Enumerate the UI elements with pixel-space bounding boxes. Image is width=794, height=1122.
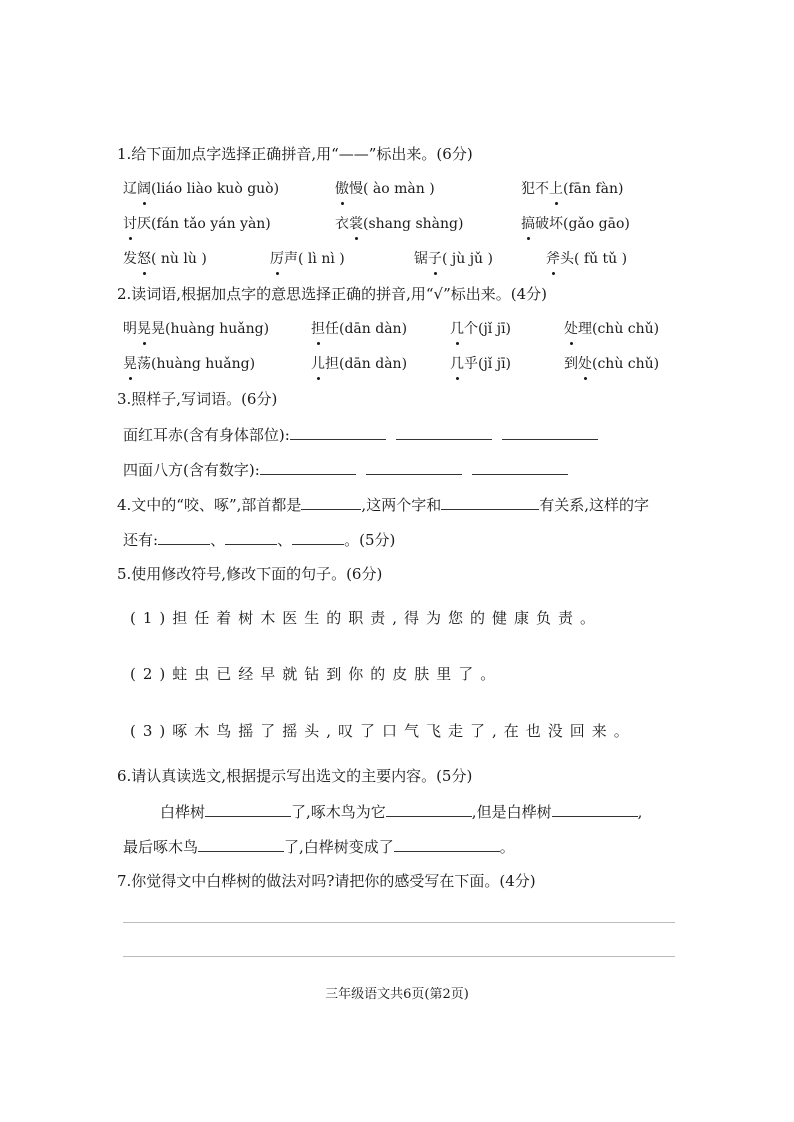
q2-title: 2.读词语,根据加点字的意思选择正确的拼音,用“√”标出来。(4分) (117, 285, 547, 303)
q3-line-2: 四面八方(含有数字): (123, 459, 568, 480)
answer-blank[interactable] (394, 836, 500, 852)
q4-line-1: 4.文中的“咬、啄”,部首都是 ,这两个字和 有关系,这样的字 (117, 496, 649, 514)
page-footer: 三年级语文共6页(第2页) (325, 987, 469, 1002)
q5-title: 5.使用修改符号,修改下面的句子。(6分) (117, 565, 383, 583)
q3-line-1: 面红耳赤(含有身体部位): (123, 424, 598, 445)
answer-line[interactable] (123, 956, 675, 957)
answer-blank[interactable] (472, 459, 568, 475)
answer-blank[interactable] (396, 424, 492, 440)
q5-sentence-3: (3)啄木鸟摇了摇头,叹了口气飞走了,在也没回来。 (130, 722, 636, 740)
q5-sentence-2: (2)蛀虫已经早就钻到你的皮肤里了。 (130, 665, 503, 683)
answer-blank[interactable] (301, 494, 361, 510)
answer-blank[interactable] (260, 459, 356, 475)
q5-sentence-1: (1)担任着树木医生的职责,得为您的健康负责。 (130, 609, 603, 627)
answer-blank[interactable] (292, 529, 344, 545)
exam-page: 1.给下面加点字选择正确拼音,用“——”标出来。(6分) 辽阔(liáo liào kuò guò) 傲慢( ào màn ) 犯不上(fān fàn) 讨厌(fán tǎo yán yàn) 衣裳(shang shàng) 搞破坏(gǎo gāo) 发怒( nù lù ) 厉声( lì nì ) 锯子( jù jǔ ) 斧头( fǔ tǔ ) 2.读词语,根据加点字的意思选择正确的拼音,用“√”标出来。(4分) 明晃晃(huàng huǎng) 担任(dān dàn) 几个(jǐ jī) 处理(chù chǔ) 晃荡(huàng huǎng) 儿担(dān dàn) 几乎(jǐ jī) 到处(chù chǔ) 3.照样子,写词语。(6分) 面红耳赤(含有身体部位): 四面八方(含有数字): 4.文中的“咬、啄”,部首都是 ,这两个字和 有关系,这样的字 还有: 、 、 。(5分) 5.使用修改符号,修改下面的句子。(6分) (1)担任着树木医生的职责,得为您的健康负责。 (2)蛀虫已经早就钻到你的皮肤里了。 (3)啄木鸟摇了摇头,叹了口气飞走了,在也没回来。 6.请认真读选文,根据提示写出选文的主要内容。(5分) 白桦树 了,啄木鸟为它 ,但是白桦树 , 最后啄木鸟 了,白桦树变成了 。 7.你觉得文中白桦树的做法对吗?请把你的感受写在下面。(4分) 三年级语文共6页(第2页) (0, 0, 794, 1122)
q6-line-2: 最后啄木鸟 了,白桦树变成了 。 (123, 838, 515, 856)
q7-title: 7.你觉得文中白桦树的做法对吗?请把你的感受写在下面。(4分) (117, 872, 536, 890)
q4-line-2: 还有: 、 、 。(5分) (123, 531, 396, 549)
answer-blank[interactable] (198, 836, 284, 852)
answer-blank[interactable] (158, 529, 210, 545)
answer-blank[interactable] (205, 801, 291, 817)
answer-blank[interactable] (441, 494, 539, 510)
answer-blank[interactable] (290, 424, 386, 440)
answer-blank[interactable] (502, 424, 598, 440)
answer-line[interactable] (123, 922, 675, 923)
q1-title: 1.给下面加点字选择正确拼音,用“——”标出来。(6分) (117, 145, 473, 163)
q6-line-1: 白桦树 了,啄木鸟为它 ,但是白桦树 , (160, 803, 643, 821)
answer-blank[interactable] (366, 459, 462, 475)
answer-blank[interactable] (552, 801, 638, 817)
answer-blank[interactable] (225, 529, 277, 545)
q6-title: 6.请认真读选文,根据提示写出选文的主要内容。(5分) (117, 767, 473, 785)
q3-title: 3.照样子,写词语。(6分) (117, 390, 278, 408)
answer-blank[interactable] (386, 801, 472, 817)
